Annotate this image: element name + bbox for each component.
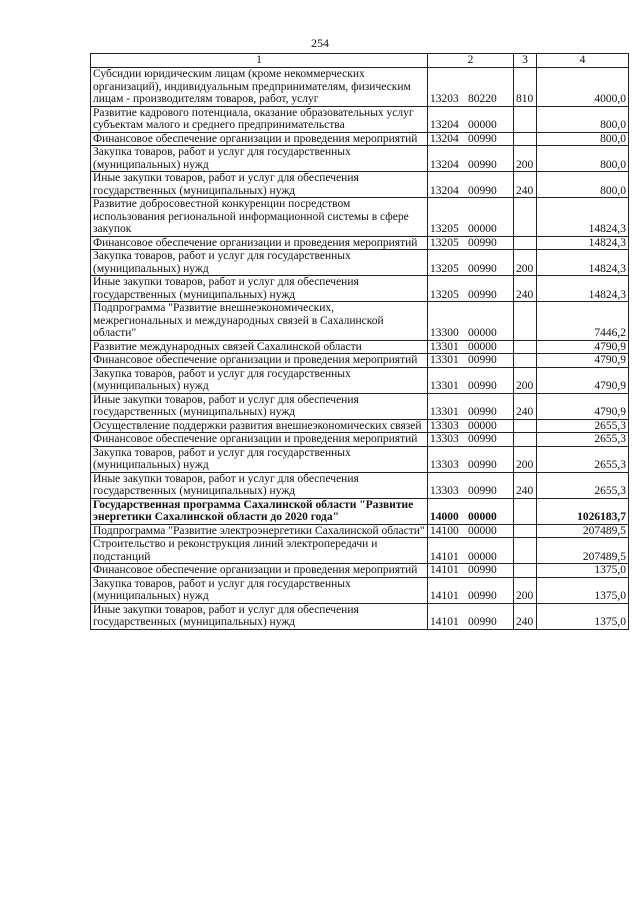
row-code xyxy=(428,172,514,198)
table-header-row xyxy=(91,54,629,68)
row-code-direction: 00990 xyxy=(468,590,497,602)
row-code-program: 13301 xyxy=(430,406,459,418)
row-amount: 800,0 xyxy=(537,106,629,132)
row-code xyxy=(428,393,514,419)
row-code-program: 13205 xyxy=(430,236,459,249)
row-name: Финансовое обеспечение организации и проведения мероприятий xyxy=(91,433,428,447)
table-row xyxy=(91,603,629,629)
row-code-direction: 00000 xyxy=(468,524,497,537)
row-name: Иные закупки товаров, работ и услуг для обеспечения государственных (муниципальных) нужд xyxy=(91,603,428,629)
row-code xyxy=(428,419,514,433)
column-header-1: 1 xyxy=(91,54,428,68)
row-code-program: 13301 xyxy=(430,340,459,353)
table-row xyxy=(91,276,629,302)
table-row xyxy=(91,68,629,107)
row-code-program: 13303 xyxy=(430,485,459,497)
row-name: Финансовое обеспечение организации и проведения мероприятий xyxy=(91,564,428,578)
column-header-3: 3 xyxy=(514,54,537,68)
row-code xyxy=(428,302,514,341)
row-code xyxy=(428,250,514,276)
row-amount: 800,0 xyxy=(537,172,629,198)
row-code-program: 13300 xyxy=(430,327,459,339)
row-code xyxy=(428,236,514,250)
row-code-program: 13203 xyxy=(430,93,459,105)
row-code-program: 14100 xyxy=(430,524,459,537)
row-expense-type xyxy=(514,498,537,524)
column-header-4: 4 xyxy=(537,54,629,68)
row-code xyxy=(428,603,514,629)
row-amount: 800,0 xyxy=(537,132,629,146)
row-code-program: 14000 xyxy=(430,511,459,523)
row-expense-type: 200 xyxy=(514,146,537,172)
row-expense-type xyxy=(514,419,537,433)
row-name: Развитие добросовестной конкуренции посредством использования региональной информационной системы в сфере закупок xyxy=(91,198,428,237)
row-name: Иные закупки товаров, работ и услуг для обеспечения государственных (муниципальных) нужд xyxy=(91,276,428,302)
row-expense-type: 240 xyxy=(514,472,537,498)
row-expense-type: 240 xyxy=(514,276,537,302)
row-code-direction: 00000 xyxy=(468,550,497,563)
row-expense-type: 240 xyxy=(514,393,537,419)
budget-table xyxy=(90,53,629,630)
row-code xyxy=(428,524,514,538)
row-code xyxy=(428,564,514,578)
row-name: Финансовое обеспечение организации и проведения мероприятий xyxy=(91,236,428,250)
row-code xyxy=(428,498,514,524)
row-amount: 4790,9 xyxy=(537,367,629,393)
table-row xyxy=(91,472,629,498)
table-row xyxy=(91,106,629,132)
row-code-direction: 00990 xyxy=(468,184,497,197)
table-row xyxy=(91,419,629,433)
row-amount: 4790,9 xyxy=(537,354,629,368)
row-amount: 2655,3 xyxy=(537,433,629,447)
row-code-program: 13205 xyxy=(430,262,459,275)
row-expense-type: 200 xyxy=(514,250,537,276)
row-name: Иные закупки товаров, работ и услуг для обеспечения государственных (муниципальных) нужд xyxy=(91,472,428,498)
row-expense-type xyxy=(514,132,537,146)
row-code-program: 13303 xyxy=(430,419,459,432)
row-amount: 7446,2 xyxy=(537,302,629,341)
row-expense-type xyxy=(514,538,537,564)
row-expense-type xyxy=(514,106,537,132)
table-row xyxy=(91,354,629,368)
table-row xyxy=(91,564,629,578)
row-expense-type xyxy=(514,340,537,354)
row-code-direction: 00000 xyxy=(468,419,497,432)
row-code-program: 13204 xyxy=(430,158,459,171)
row-code xyxy=(428,68,514,107)
row-amount: 207489,5 xyxy=(537,524,629,538)
row-expense-type: 200 xyxy=(514,367,537,393)
table-row xyxy=(91,538,629,564)
row-code xyxy=(428,472,514,498)
row-name: Финансовое обеспечение организации и проведения мероприятий xyxy=(91,354,428,368)
row-code-direction: 00990 xyxy=(468,459,497,471)
row-code xyxy=(428,538,514,564)
row-code-program: 13205 xyxy=(430,223,459,235)
row-amount: 14824,3 xyxy=(537,236,629,250)
row-code-program: 13205 xyxy=(430,288,459,301)
row-code-direction: 00990 xyxy=(468,236,497,249)
row-code xyxy=(428,146,514,172)
table-row xyxy=(91,577,629,603)
table-row xyxy=(91,498,629,524)
row-code-program: 14101 xyxy=(430,550,459,563)
row-code-direction: 80220 xyxy=(468,93,497,105)
row-code-program: 13204 xyxy=(430,119,459,131)
row-name: Государственная программа Сахалинской области "Развитие энергетики Сахалинской области до 2020 года" xyxy=(91,498,428,524)
row-code xyxy=(428,132,514,146)
row-expense-type: 240 xyxy=(514,172,537,198)
row-expense-type xyxy=(514,354,537,368)
row-code-program: 13301 xyxy=(430,354,459,366)
row-code-direction: 00990 xyxy=(468,616,497,628)
row-amount: 1375,0 xyxy=(537,577,629,603)
row-code xyxy=(428,340,514,354)
row-expense-type: 200 xyxy=(514,577,537,603)
row-expense-type xyxy=(514,236,537,250)
row-code-direction: 00990 xyxy=(468,433,497,445)
row-code xyxy=(428,354,514,368)
table-row xyxy=(91,524,629,538)
row-amount: 207489,5 xyxy=(537,538,629,564)
row-amount: 4790,9 xyxy=(537,340,629,354)
row-name: Развитие международных связей Сахалинской области xyxy=(91,340,428,354)
row-code-program: 14101 xyxy=(430,590,459,602)
row-code-program: 13303 xyxy=(430,459,459,471)
row-code xyxy=(428,577,514,603)
row-name: Субсидии юридическим лицам (кроме некоммерческих организаций), индивидуальным предпринимателям, физическим лицам - производителям товаров, работ, услуг xyxy=(91,68,428,107)
table-row xyxy=(91,250,629,276)
row-expense-type xyxy=(514,302,537,341)
row-code-direction: 00990 xyxy=(468,158,497,171)
row-name: Финансовое обеспечение организации и проведения мероприятий xyxy=(91,132,428,146)
row-code xyxy=(428,433,514,447)
row-name: Закупка товаров, работ и услуг для государственных (муниципальных) нужд xyxy=(91,146,428,172)
row-code xyxy=(428,106,514,132)
row-code xyxy=(428,446,514,472)
row-name: Закупка товаров, работ и услуг для государственных (муниципальных) нужд xyxy=(91,367,428,393)
row-code-direction: 00000 xyxy=(468,327,497,339)
row-code-direction: 00990 xyxy=(468,564,497,576)
table-row xyxy=(91,132,629,146)
row-name: Закупка товаров, работ и услуг для государственных (муниципальных) нужд xyxy=(91,446,428,472)
row-code-program: 13303 xyxy=(430,433,459,445)
table-row xyxy=(91,433,629,447)
row-code-direction: 00990 xyxy=(468,485,497,497)
row-code-direction: 00990 xyxy=(468,380,497,392)
row-amount: 1375,0 xyxy=(537,564,629,578)
row-code-program: 13301 xyxy=(430,380,459,392)
page-number: 254 xyxy=(311,36,329,50)
row-amount: 2655,3 xyxy=(537,446,629,472)
row-name: Иные закупки товаров, работ и услуг для обеспечения государственных (муниципальных) нужд xyxy=(91,393,428,419)
table-row xyxy=(91,236,629,250)
row-code xyxy=(428,276,514,302)
row-name: Закупка товаров, работ и услуг для государственных (муниципальных) нужд xyxy=(91,250,428,276)
row-amount: 4790,9 xyxy=(537,393,629,419)
row-code-direction: 00000 xyxy=(468,511,497,523)
row-amount: 4000,0 xyxy=(537,68,629,107)
row-name: Иные закупки товаров, работ и услуг для обеспечения государственных (муниципальных) нужд xyxy=(91,172,428,198)
row-name: Подпрограмма "Развитие внешнеэкономических, межрегиональных и международных связей в Сахалинской области" xyxy=(91,302,428,341)
row-code xyxy=(428,367,514,393)
row-name: Осуществление поддержки развития внешнеэкономических связей xyxy=(91,419,428,433)
row-code-direction: 00000 xyxy=(468,340,497,353)
row-code-direction: 00990 xyxy=(468,406,497,418)
row-code-direction: 00990 xyxy=(468,132,497,145)
column-header-2: 2 xyxy=(428,54,514,68)
row-code-program: 14101 xyxy=(430,564,459,576)
row-code-direction: 00990 xyxy=(468,262,497,275)
row-code-direction: 00000 xyxy=(468,223,497,235)
row-expense-type xyxy=(514,433,537,447)
row-expense-type: 810 xyxy=(514,68,537,107)
row-code-direction: 00000 xyxy=(468,119,497,131)
row-code-direction: 00990 xyxy=(468,354,497,366)
table-row xyxy=(91,446,629,472)
row-code-program: 13204 xyxy=(430,184,459,197)
row-name: Закупка товаров, работ и услуг для государственных (муниципальных) нужд xyxy=(91,577,428,603)
row-code-program: 13204 xyxy=(430,132,459,145)
table-row xyxy=(91,172,629,198)
row-expense-type: 240 xyxy=(514,603,537,629)
row-name: Развитие кадрового потенциала, оказание образовательных услуг субъектам малого и среднего предпринимательства xyxy=(91,106,428,132)
row-code-program: 14101 xyxy=(430,616,459,628)
row-amount: 14824,3 xyxy=(537,276,629,302)
row-expense-type: 200 xyxy=(514,446,537,472)
table-row xyxy=(91,198,629,237)
row-code xyxy=(428,198,514,237)
row-expense-type xyxy=(514,198,537,237)
table-body xyxy=(91,68,629,630)
row-amount: 14824,3 xyxy=(537,198,629,237)
row-expense-type xyxy=(514,564,537,578)
table-row xyxy=(91,302,629,341)
row-amount: 2655,3 xyxy=(537,472,629,498)
table-row xyxy=(91,146,629,172)
row-amount: 1026183,7 xyxy=(537,498,629,524)
table-row xyxy=(91,367,629,393)
row-name: Подпрограмма "Развитие электроэнергетики Сахалинской области" xyxy=(91,524,428,538)
table-row xyxy=(91,340,629,354)
row-amount: 1375,0 xyxy=(537,603,629,629)
row-amount: 14824,3 xyxy=(537,250,629,276)
row-amount: 2655,3 xyxy=(537,419,629,433)
row-name: Строительство и реконструкция линий электропередачи и подстанций xyxy=(91,538,428,564)
table-row xyxy=(91,393,629,419)
row-amount: 800,0 xyxy=(537,146,629,172)
row-expense-type xyxy=(514,524,537,538)
row-code-direction: 00990 xyxy=(468,288,497,301)
